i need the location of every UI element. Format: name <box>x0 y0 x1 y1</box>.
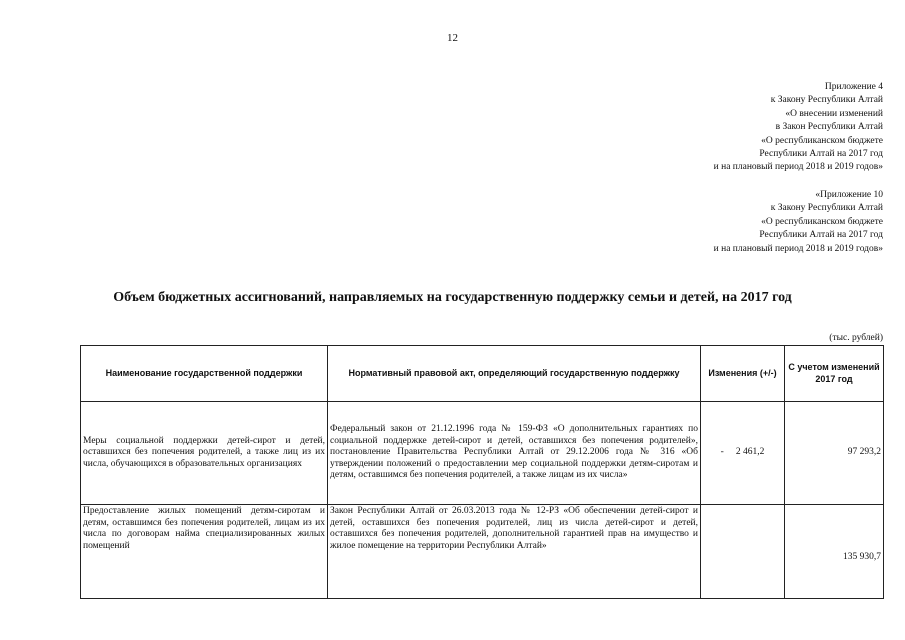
annex-line: к Закону Республики Алтай <box>770 95 883 106</box>
cell-changes <box>701 505 785 599</box>
cell-legal-act: Федеральный закон от 21.12.1996 года № 159-ФЗ «О дополнительных гарантиях по социальной поддержке детей-сирот и детей, оставшихся без попечения родителей», постановление Правительства Республики Алтай от 29.12.2006 года № 316 «Об утверждении положений о предоставлении мер социальной поддержки детям-сиротам и детям, оставшимся без попечения родителей, а также лицам из их числа» <box>328 402 701 505</box>
header-legal-act: Нормативный правовой акт, определяющий государственную поддержку <box>328 346 701 402</box>
header-support-name: Наименование государственной поддержки <box>81 346 328 402</box>
table-header-row <box>81 346 884 402</box>
annex-line: «Приложение 10 <box>815 190 883 200</box>
budget-table <box>80 345 884 599</box>
annex-line: Республики Алтай на 2017 год <box>759 230 883 241</box>
annex-line: и на плановый период 2018 и 2019 годов» <box>713 243 883 254</box>
annex-line: к Закону Республики Алтай <box>770 203 883 214</box>
change-sign: - <box>720 447 724 458</box>
cell-support-name: Меры социальной поддержки детей-сирот и детей, оставшихся без попечения родителей, а также лиц из их числа, обучающихся в образовательных организациях <box>81 402 328 505</box>
page-number: 12 <box>447 32 458 44</box>
annex-header-2 <box>714 189 883 256</box>
table-row <box>81 505 884 599</box>
annex-line: Приложение 4 <box>824 82 883 92</box>
header-total-2017: С учетом изменений 2017 год <box>785 346 884 402</box>
annex-line: Республики Алтай на 2017 год <box>759 149 883 160</box>
annex-header <box>714 81 883 175</box>
cell-changes <box>701 402 785 505</box>
cell-total: 135 930,7 <box>785 505 884 599</box>
document-title: Объем бюджетных ассигнований, направляемых на государственную поддержку семьи и детей, на 2017 год <box>113 290 792 305</box>
cell-support-name: Предоставление жилых помещений детям-сиротам и детям, оставшимся без попечения родителей, лицам из их числа по договорам найма специализированных жилых помещений <box>81 505 328 599</box>
units-label: (тыс. рублей) <box>829 333 883 343</box>
annex-line: «О внесении изменений <box>785 108 883 119</box>
cell-total: 97 293,2 <box>785 402 884 505</box>
change-value: 2 461,2 <box>735 447 765 458</box>
annex-line: и на плановый период 2018 и 2019 годов» <box>713 162 883 173</box>
annex-line: «О республиканском бюджете <box>761 135 883 146</box>
cell-legal-act: Закон Республики Алтай от 26.03.2013 года № 12-РЗ «Об обеспечении детей-сирот и детей, оставшихся без попечения родителей, лиц из числа детей-сирот и детей, оставшихся без попечения родителей, дополнительной гарантией прав на имущество и жилое помещение на территории Республики Алтай» <box>328 505 701 599</box>
table-row <box>81 402 884 505</box>
header-changes: Изменения (+/-) <box>701 346 785 402</box>
annex-line: в Закон Республики Алтай <box>775 122 883 133</box>
annex-line: «О республиканском бюджете <box>761 216 883 227</box>
